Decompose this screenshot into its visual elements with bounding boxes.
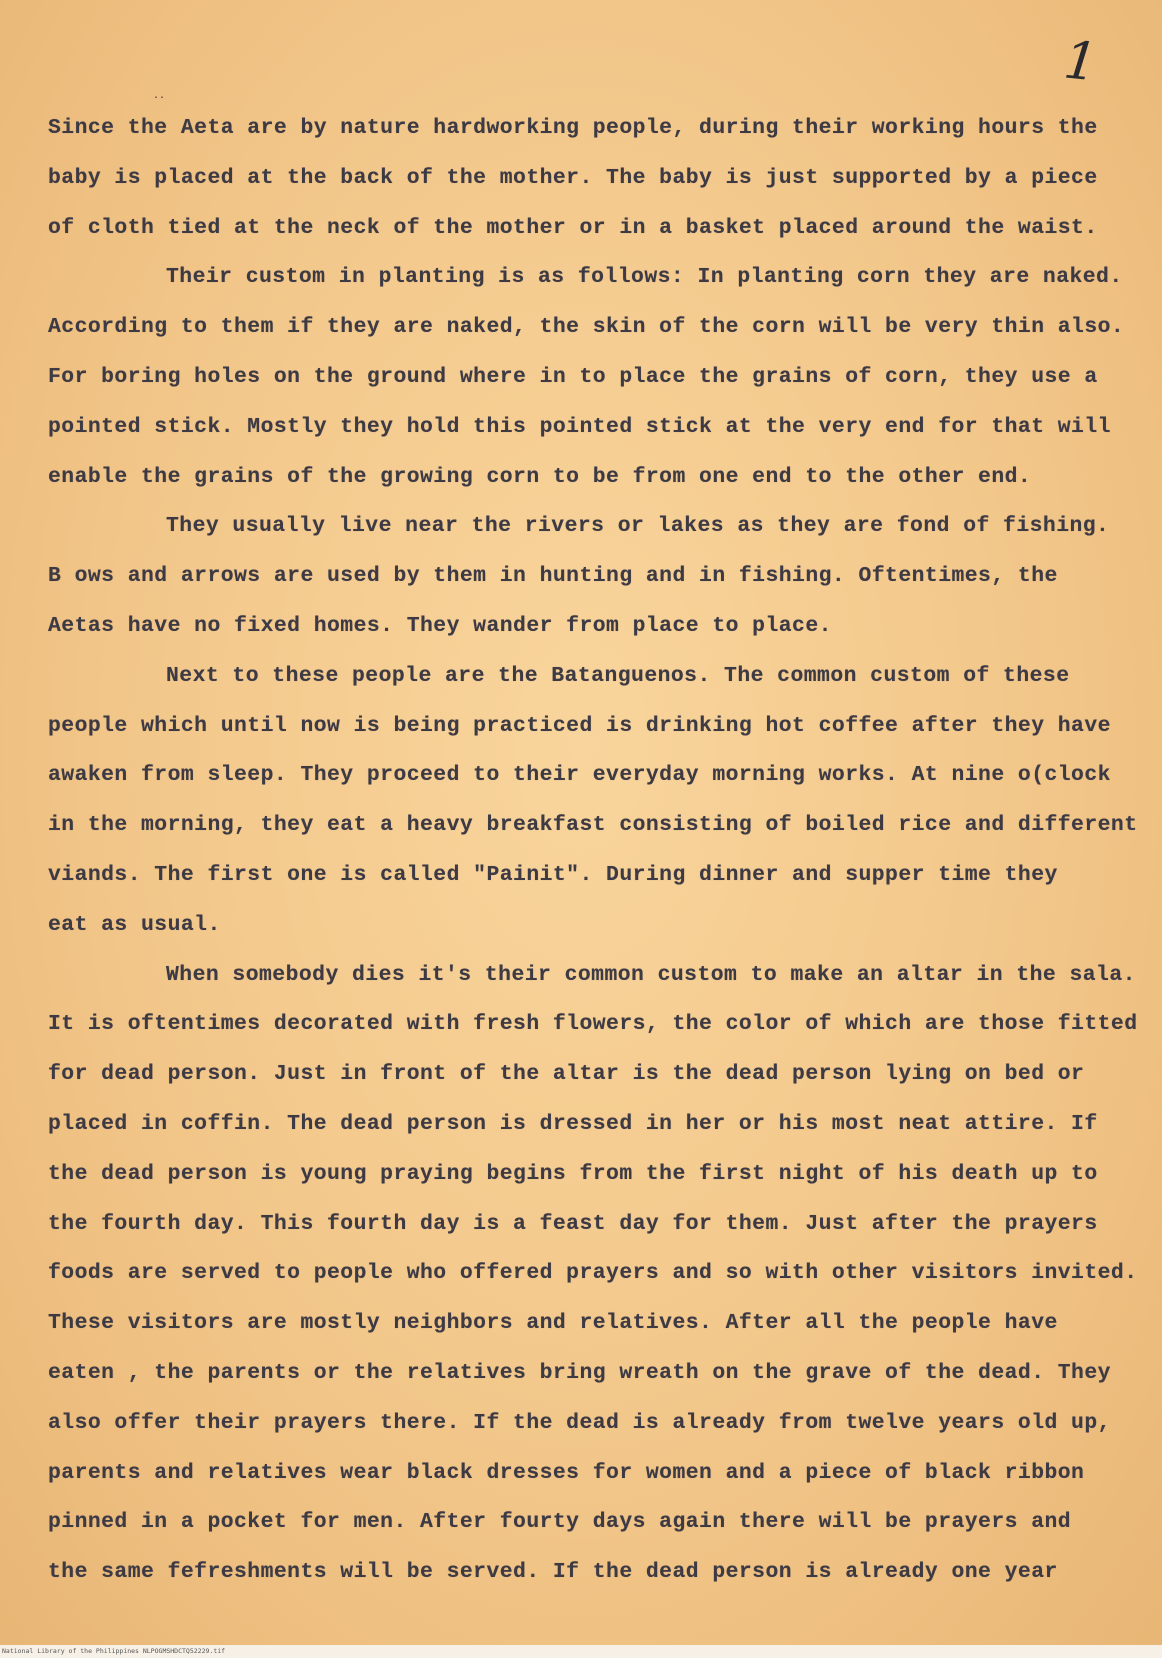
text-line: foods are served to people who offered prayers and so with other visitors invited. bbox=[48, 1261, 1138, 1286]
page-number: 1 bbox=[1060, 30, 1101, 94]
text-line: Their custom in planting is as follows: In planting corn they are naked. bbox=[166, 265, 1123, 290]
text-line: placed in coffin. The dead person is dressed in her or his most neat attire. If bbox=[48, 1111, 1098, 1136]
text-line: the same fefreshments will be served. If the dead person is already one year bbox=[48, 1560, 1058, 1585]
text-line: baby is placed at the back of the mother. The baby is just supported by a piece bbox=[48, 165, 1098, 190]
text-line: viands. The first one is called "Painit". During dinner and supper time they bbox=[48, 862, 1058, 887]
text-line: people which until now is being practiced is drinking hot coffee after they have bbox=[48, 713, 1111, 738]
text-line: parents and relatives wear black dresses for women and a piece of black ribbon bbox=[48, 1460, 1085, 1485]
text-line: Next to these people are the Batanguenos. The common custom of these bbox=[166, 663, 1070, 688]
text-line: Since the Aeta are by nature hardworking people, during their working hours the bbox=[48, 116, 1098, 140]
text-line: eaten , the parents or the relatives bring wreath on the grave of the dead. They bbox=[48, 1360, 1111, 1385]
ink-speck: .. bbox=[153, 91, 166, 102]
text-line: Aetas have no fixed homes. They wander from place to place. bbox=[48, 613, 832, 638]
text-line: When somebody dies it's their common custom to make an altar in the sala. bbox=[166, 962, 1136, 987]
text-line: B ows and arrows are used by them in hunting and in fishing. Oftentimes, the bbox=[48, 564, 1058, 589]
text-line: the dead person is young praying begins from the first night of his death up to bbox=[48, 1161, 1098, 1186]
text-line: awaken from sleep. They proceed to their everyday morning works. At nine o(clock bbox=[48, 763, 1111, 788]
text-line: enable the grains of the growing corn to be from one end to the other end. bbox=[48, 464, 1032, 489]
text-line: pointed stick. Mostly they hold this pointed stick at the very end for that will bbox=[48, 414, 1111, 439]
text-line: also offer their prayers there. If the dead is already from twelve years old up, bbox=[48, 1410, 1111, 1435]
archive-footer-text: National Library of the Philippines NLPOGMSHDCTQ52229.tif bbox=[2, 1647, 226, 1655]
text-line: for dead person. Just in front of the altar is the dead person lying on bed or bbox=[48, 1062, 1085, 1087]
text-line: According to them if they are naked, the skin of the corn will be very thin also. bbox=[48, 315, 1125, 340]
text-line: the fourth day. This fourth day is a feast day for them. Just after the prayers bbox=[48, 1211, 1098, 1236]
text-line: For boring holes on the ground where in to place the grains of corn, they use a bbox=[48, 364, 1098, 389]
text-line: It is oftentimes decorated with fresh flowers, the color of which are those fitted bbox=[48, 1012, 1138, 1037]
text-line: of cloth tied at the neck of the mother or in a basket placed around the waist. bbox=[48, 215, 1098, 240]
text-line: pinned in a pocket for men. After fourty days again there will be prayers and bbox=[48, 1510, 1072, 1535]
text-line: in the morning, they eat a heavy breakfast consisting of boiled rice and different bbox=[48, 813, 1138, 838]
text-line: These visitors are mostly neighbors and relatives. After all the people have bbox=[48, 1311, 1058, 1336]
text-line: eat as usual. bbox=[48, 912, 221, 937]
text-line: They usually live near the rivers or lakes as they are fond of fishing. bbox=[166, 514, 1110, 539]
body-text bbox=[48, 104, 1138, 1598]
archive-footer bbox=[0, 1645, 1162, 1658]
